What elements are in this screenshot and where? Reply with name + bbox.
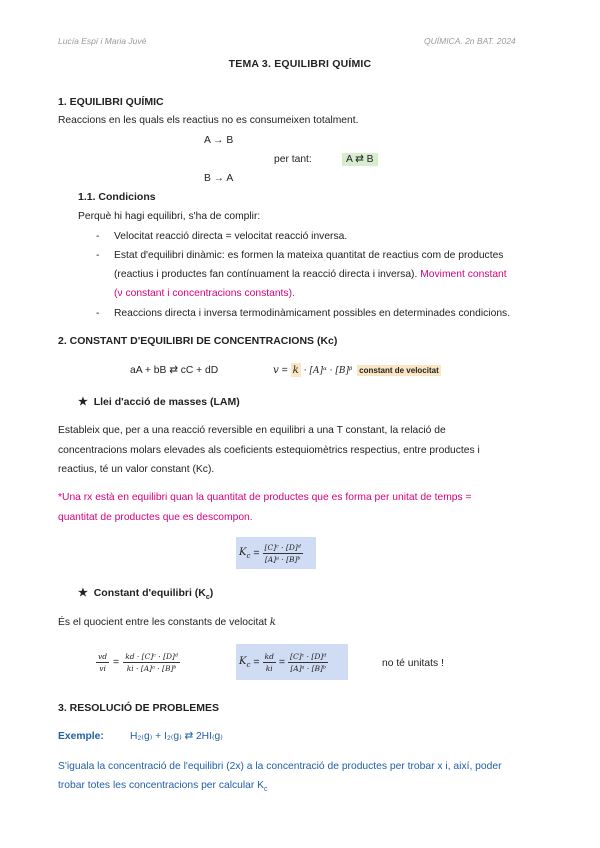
star-icon: ★ xyxy=(78,396,88,408)
velocity-ratio: $\frac{vd}{vi}$ xyxy=(98,651,108,673)
condition-item: Reaccions directa i inversa termodinàmicament possibles en determinades condicions. xyxy=(114,308,511,319)
header-authors: Lucía Espí i Maria Juvé xyxy=(58,36,147,46)
section-1-intro: Reaccions en les quals els reactius no es consumeixen totalment. xyxy=(58,115,359,126)
rate-constant: k xyxy=(292,364,299,376)
example-reaction: H₂₍g₎ + I₂₍g₎ ⇄ 2HI₍g₎ xyxy=(130,731,223,742)
problem-text: S'iguala la concentració de l'equilibri (2x) a la concentració de productes per trobar x i, així, poder xyxy=(58,761,502,772)
lam-heading: Llei d'acció de masses (LAM) xyxy=(93,396,240,408)
rate-constant-note: constant de velocitat xyxy=(359,366,439,375)
kc-k-ratio: $\frac{kd}{ki}$ xyxy=(264,651,274,673)
condition-item-cont: (reactius i productes fan contínuament la reacció directa i inversa). xyxy=(114,269,418,280)
general-reaction: aA + bB ⇄ cC + dD xyxy=(130,365,219,376)
kc-fraction: $\frac{\text{[C]ᶜ · [D]ᵈ}}{\text{[A]ᵃ · [B]ᵇ}}$ xyxy=(264,542,301,564)
per-tant-label: per tant: xyxy=(274,154,312,165)
condition-highlight-cont: (ν constant i concentracions constants). xyxy=(114,288,295,299)
subsection-1-1-heading: 1.1. Condicions xyxy=(78,191,156,203)
page-title: TEMA 3. EQUILIBRI QUÍMIC xyxy=(228,58,372,70)
no-units-note: no té unitats ! xyxy=(382,658,444,669)
star-icon: ★ xyxy=(78,587,88,599)
kc-fraction-2: $\frac{\text{[C]ᶜ · [D]ᵈ}}{\text{[A]ᵃ · [B]ᵇ}}$ xyxy=(290,651,327,673)
lam-text: reactius, té un valor constant (Kc). xyxy=(58,464,215,475)
conditions-intro: Perquè hi hagi equilibri, s'ha de complir: xyxy=(78,211,261,222)
reaction-reverse: B → A xyxy=(204,173,234,184)
section-2-heading: 2. CONSTANT D'EQUILIBRI DE CONCENTRACIONS (Kc) xyxy=(58,335,338,347)
header-course: QUÍMICA. 2n BAT. 2024 xyxy=(424,36,516,46)
equilibrium-result: A ⇄ B xyxy=(342,153,378,166)
kc-symbol: K xyxy=(239,546,247,558)
condition-item: Estat d'equilibri dinàmic: es formen la mateixa quantitat de reactius com de productes xyxy=(114,250,504,261)
lam-text: concentracions molars elevades als coeficients estequiomètrics respectius, entre productes i xyxy=(58,445,480,456)
equilibrium-note: *Una rx està en equilibri quan la quantitat de productes que es forma per unitat de temps = xyxy=(58,492,472,503)
lam-text: Estableix que, per a una reacció reversible en equilibri a una T constant, la relació de xyxy=(58,425,446,436)
example-label: Exemple: xyxy=(58,731,104,742)
section-3-heading: 3. RESOLUCIÓ DE PROBLEMES xyxy=(58,702,220,714)
equilibrium-note: quantitat de productes que es descompon. xyxy=(58,512,253,523)
condition-item: Velocitat reacció directa = velocitat reacció inversa. xyxy=(114,231,348,242)
rate-eq: = xyxy=(281,365,288,376)
rate-rest: · [A]ᵅ · [B]ᵝ xyxy=(303,366,353,376)
rate-ratio-fraction: $\frac{\text{kd · [C]ᶜ · [D]ᵈ}}{\text{ki · [A]ᵃ · [B]ᵇ}}$ xyxy=(125,651,178,673)
rate-lhs: v xyxy=(273,364,279,376)
reaction-forward: A → B xyxy=(204,135,234,146)
condition-highlight: Moviment constant xyxy=(420,269,507,280)
const-heading: Constant d'equilibri (K xyxy=(93,587,206,599)
section-1-heading: 1. EQUILIBRI QUÍMIC xyxy=(58,96,164,108)
problem-text: trobar totes les concentracions per calcular K xyxy=(58,780,265,791)
const-text: És el quocient entre les constants de velocitat xyxy=(58,617,267,628)
